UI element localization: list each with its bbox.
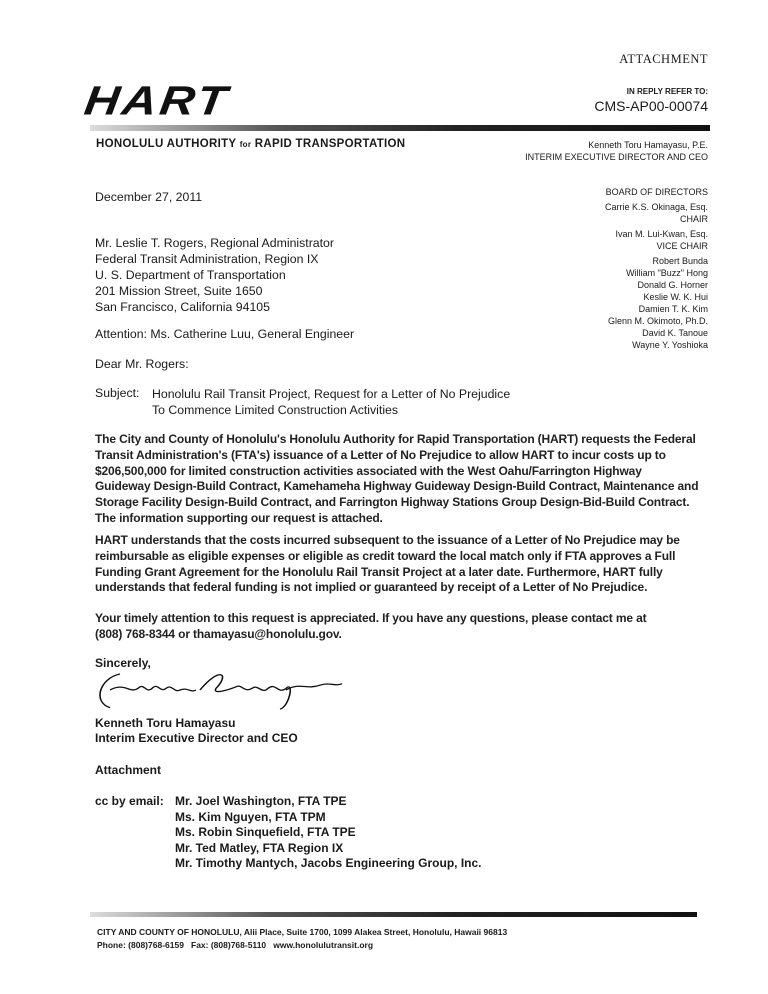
board-member: Donald G. Horner [637, 280, 708, 290]
subject-text [152, 386, 510, 418]
recipient-address [95, 235, 334, 315]
reference-number: CMS-AP00-00074 [594, 98, 708, 114]
chair-title: CHAIR [679, 214, 708, 224]
board-member: Glenn M. Okimoto, Ph.D. [607, 316, 708, 326]
board-heading: BOARD OF DIRECTORS [605, 187, 708, 197]
hart-logo: HART [81, 78, 233, 124]
attachment-note: Attachment [95, 763, 162, 777]
attention-line: Attention: Ms. Catherine Luu, General Engineer [95, 327, 355, 341]
footer [97, 926, 507, 952]
cc-recipient: Mr. Joel Washington, FTA TPE [175, 794, 347, 808]
paragraph-line: Storage Facility Design-Build Contract, and Farrington Highway Stations Group Design-Bid-Build Contract. [95, 495, 690, 510]
paragraph-line: Your timely attention to this request is appreciated. If you have any questions, please contact me at [95, 611, 647, 625]
cc-recipient: Ms. Robin Sinquefield, FTA TPE [175, 825, 356, 839]
chair-name: Carrie K.S. Okinaga, Esq. [604, 202, 708, 212]
paragraph-contact [95, 611, 646, 643]
paragraph-understanding [95, 533, 680, 596]
board-member: Robert Bunda [652, 256, 708, 266]
signer-title: Interim Executive Director and CEO [95, 731, 298, 745]
footer-rule [90, 912, 697, 917]
address-line: 201 Mission Street, Suite 1650 [95, 284, 263, 298]
cc-label: cc by email: [95, 794, 164, 808]
executive-name: Kenneth Toru Hamayasu, P.E. [588, 140, 708, 150]
attachment-label: ATTACHMENT [619, 52, 708, 66]
vice-chair-name: Ivan M. Lui-Kwan, Esq. [615, 229, 708, 239]
paragraph-line: HART understands that the costs incurred subsequent to the issuance of a Letter of No Prejudice may be [95, 533, 680, 547]
footer-address: CITY AND COUNTY OF HONOLULU, Alii Place, Suite 1700, 1099 Alakea Street, Honolulu, Hawaii 96813 [97, 927, 508, 937]
vice-chair-title: VICE CHAIR [656, 241, 708, 251]
reply-label: IN REPLY REFER TO: [626, 87, 708, 96]
paragraph-line: Funding Grant Agreement for the Honolulu Rail Transit Project at a later date. Furthermore, HART fully [95, 564, 663, 579]
signer-name: Kenneth Toru Hamayasu [95, 716, 236, 730]
board-member: David K. Tanoue [642, 328, 708, 338]
subject-line: Honolulu Rail Transit Project, Request for a Letter of No Prejudice [152, 387, 511, 401]
address-line: Federal Transit Administration, Region IX [95, 252, 319, 266]
paragraph-request [95, 432, 698, 527]
address-line: Mr. Leslie T. Rogers, Regional Administrator [95, 236, 334, 250]
cc-recipient: Mr. Ted Matley, FTA Region IX [175, 840, 344, 855]
signature [80, 658, 360, 714]
board-member: Damien T. K. Kim [638, 304, 708, 314]
address-line: San Francisco, California 94105 [95, 300, 270, 314]
paragraph-line: Transit Administration's (FTA's) issuance of a Letter of No Prejudice to allow HART to incur costs up to [95, 447, 666, 462]
footer-contact: Phone: (808)768-6159 Fax: (808)768-5110 www.honolulutransit.org [97, 940, 374, 950]
paragraph-line: Guideway Design-Build Contract, Kamehameha Highway Guideway Design-Build Contract, Maintenance and [95, 479, 699, 494]
cc-recipient: Ms. Kim Nguyen, FTA TPM [175, 809, 326, 824]
paragraph-line: The City and County of Honolulu's Honolulu Authority for Rapid Transportation (HART) requests the Federal [95, 432, 696, 446]
cc-recipient: Mr. Timothy Mantych, Jacobs Engineering Group, Inc. [175, 856, 482, 870]
header-rule [90, 125, 710, 131]
board-of-directors [605, 186, 708, 351]
subject-line: To Commence Limited Construction Activities [152, 403, 399, 417]
salutation: Dear Mr. Rogers: [95, 357, 189, 371]
cc-block [95, 794, 695, 874]
board-member: William "Buzz" Hong [626, 268, 708, 278]
paragraph-line: The information supporting our request is attached. [95, 510, 383, 525]
paragraph-line: (808) 768-8344 or thamayasu@honolulu.gov. [95, 626, 342, 641]
paragraph-line: $206,500,000 for limited construction activities associated with the West Oahu/Farrington Highway [95, 463, 642, 478]
organization-name: HONOLULU AUTHORITY for RAPID TRANSPORTATION [96, 138, 406, 150]
address-line: U. S. Department of Transportation [95, 268, 286, 282]
subject-label: Subject: [95, 386, 140, 400]
letter-date: December 27, 2011 [95, 190, 203, 204]
board-member: Wayne Y. Yoshioka [632, 340, 708, 350]
executive-title: INTERIM EXECUTIVE DIRECTOR AND CEO [525, 152, 708, 162]
paragraph-line: reimbursable as eligible expenses or eligible as credit toward the local match only if FTA approves a Full [95, 548, 676, 563]
closing: Sincerely, [95, 656, 151, 670]
board-member: Keslie W. K. Hui [643, 292, 708, 302]
paragraph-line: understands that federal funding is not implied or guaranteed by receipt of a Letter of No Prejudice. [95, 580, 648, 595]
